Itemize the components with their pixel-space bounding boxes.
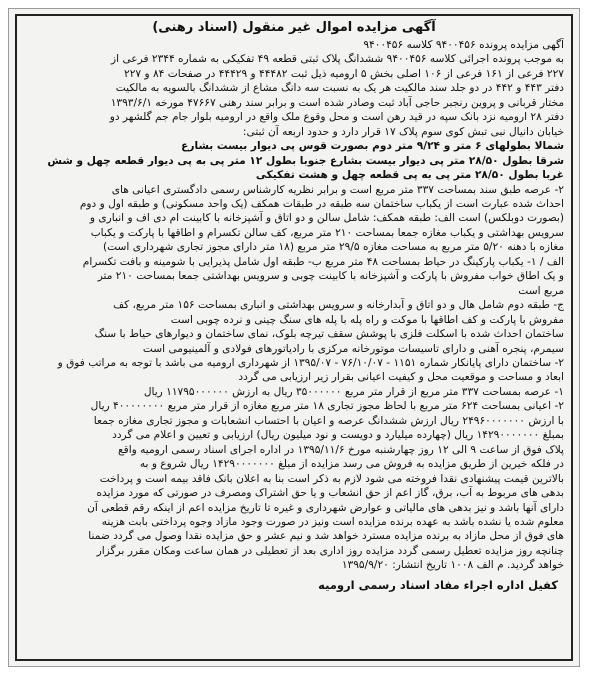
- notice-line: بمبلغ ۱۴۲۹۰۰۰۰۰۰۰ ریال (چهارده میلیارد و دویست و نود میلیون ریال) ارزیابی و تعیین و اعلام می گردد: [112, 429, 564, 442]
- notice-line: بدهی های مربوط به آب، برق، گاز اعم از حق انشعاب و یا حق اشتراک ومصرف در صورتی که مورد مزایده: [96, 487, 564, 500]
- notice-line: های فوق از محل مازاد به برنده مزایده مسترد خواهد شد و نیم عشر و حق مزایده نقدا وصول می گردد ضمنا: [88, 530, 564, 543]
- notice-line: خیابان دانیال نبی تبش کوی سوم پلاک ۱۷ قرار دارد و حدود اربعه آن ثبتی:: [242, 125, 564, 138]
- notice-line: غربا بطول ۲۸/۵۰ متر پی به پی قطعه چهل و هشت تفکیکی: [255, 169, 564, 182]
- notice-line: مختار قربانی و پروین رنجبر حاجی آباد ثبت وصادر شده است و برابر سند رهنی ۴۷۶۶۷ مورخه ۱۳۹۳/۶/۱: [110, 96, 564, 109]
- notice-line: مغازه با دهنه ۵/۲۰ متر مربع به مساحت مغازه ۲۹/۵ متر مربع (۱۸ متر دارای مجوز تجاری شهرداری است): [102, 241, 564, 254]
- notice-line: ۲- ساختمان دارای پایانکار شماره ۱۱۵۱ - ۷۶/۱۰/۰۷ - ۱۳۹۵/۰۷ از شهرداری ارومیه می باشد با توجه به مراتب فوق و: [57, 356, 564, 369]
- notice-line: دفتر ۲۸ ارومیه نزد بانک سپه در قید رهن است و محل وقوع ملک واقع در ارومیه بلوار جام جم گلشهر دو: [109, 111, 564, 124]
- notice-line: ۲۲۷ فرعی از ۱۶۱ فرعی از ۱۰۶ اصلی بخش ۵ ارومیه ذیل ثبت ۴۴۴۸۲ و ۴۴۴۲۹ در صفحات ۸۴ و ۲۲۷: [124, 67, 564, 80]
- notice-line: با ارزش ۲۴۹۶۰۰۰۰۰۰۰ ریال ارزش ششدانگ عرصه و اعیان با احتساب انشعابات و مجوز تجاری مغازه جمعا: [93, 414, 564, 427]
- notice-title: آگهی مزایده اموال غیر منقول (اسناد رهنی): [152, 20, 436, 35]
- notice-line: دارای آنها باشد و نیز بدهی های مالیاتی و عوارض شهرداری و غیره تا تاریخ مزایده اعم از اینکه رقم قطعی آن: [87, 501, 564, 514]
- notice-line: مفروش با پارکت و کف اطاقها با موکت و راه پله با پله های سنگ چینی و نرده چوبی است: [170, 313, 564, 326]
- notice-line: معلوم شده یا نشده باشد به عهده برنده مزایده است ونیز در صورت وجود مازاد وجوه پرداختی بابت هزینه: [101, 515, 564, 528]
- notice-body: [24, 38, 564, 573]
- notice-line: مربع است: [518, 284, 564, 297]
- notice-line: چنانچه روز مزایده تعطیل رسمی گردد مزایده روز اداری بعد از تعطیلی در همان ساعت ومکان مقرر برگزار: [96, 544, 564, 557]
- notice-line: در فلکه خیرین از طریق مزایده به فروش می رسد مزایده از مبلغ ۱۴۲۹۰۰۰۰۰۰۰ ریال شروع و به: [139, 458, 564, 471]
- notice-line: احداث شده عبارت است از یکباب ساختمان سه طبقه در طبقات همکف (یک واحد مسکونی) و طبقه اول و دوم: [79, 197, 564, 210]
- notice-line: پلاک فوق از ساعت ۹ الی ۱۲ روز چهارشنبه مورخ ۱۳۹۵/۱۱/۶ در اداره اجرای اسناد رسمی ارومیه واقع: [118, 443, 564, 456]
- notice-line: بالاترین قیمت پیشنهادی نقدا فروخته می شود لازم به ذکر است بنا به اعلان بانک فاقد بیمه است و پرداخت: [99, 472, 564, 485]
- notice-line: شرقا بطول ۲۸/۵۰ متر پی دیوار بیست بشارع جنوبا بطول ۱۲ متر پی به پی دیوار قطعه چهل و شش: [47, 154, 564, 167]
- notice-line: سرویس بهداشتی و یکباب مغازه جمعا بمساحت ۲۱۰ متر مربع، کف سالن تکسرام و اطاقها با پارکت و یکباب: [90, 226, 564, 239]
- notice-line: ج- طبقه دوم شامل هال و دو اتاق و آبدارخانه و سرویس بهداشتی و انباری بمساحت ۱۵۶ متر مربع، کف: [113, 299, 564, 312]
- notice-line: و یک اطاق خواب مفروش با پارکت و آشپزخانه با کابینت چوبی و سرویس بهداشتی جمعا بمساحت ۲۱۰ متر: [97, 270, 564, 283]
- notice-line: ۲- عرصه طبق سند بمساحت ۳۳۷ متر مربع است و برابر نظریه کارشناس رسمی دادگستری اعیانی های: [111, 183, 564, 196]
- notice-line: شمالا بطولهای ۶ متر و ۹/۲۴ متر دوم بصورت قوس پی دیوار بیست بشارع: [181, 140, 564, 153]
- notice-line: دفتر ۴۴۳ و ۴۴۲ در دو جلد سند مالکیت هر یک به نسبت سه دانگ مشاع از ششدانگ بالسویه به مالکیت: [115, 82, 564, 95]
- notice-line: سیمرم، پنجره آهنی و دارای تاسیسات موتورخانه مرکزی با رادیاتورهای فولادی و آلمینیومی است: [142, 342, 564, 355]
- notice-line: (بصورت دوبلکس) است الف: طبقه همکف: شامل سالن و دو اتاق و آشپزخانه با کابینت ام دی اف و انباری و: [89, 212, 564, 225]
- notice-line: ابعاد و مساحت و موقعیت محل و کیفیت اعیانی بقرار زیر ارزیابی می گردد: [238, 371, 564, 384]
- notice-line: الف / ۱- یکباب پارکینگ در حیاط بمساحت ۴۸ متر مربع ب- طبقه اول شامل پذیرایی با شومینه و بافت تکسرام: [82, 255, 564, 268]
- notice-line: ساختمان احداث شده با اسکلت فلزی با پوشش سقف تیرچه بلوک، نمای ساختمان و دیوارهای حیاط با سنگ: [94, 328, 564, 341]
- notice-line: ۲- اعیانی بمساحت ۶۲۴ متر مربع با لحاظ مجوز تجاری ۱۸ متر مربع مغازه از قرار متر مربع ۴۰۰۰۰۰۰۰۰ ریال: [90, 400, 564, 413]
- notice-signature: کفیل اداره اجراء مفاد اسناد رسمی ارومیه: [318, 577, 558, 592]
- notice-line: ۱- عرصه بمساحت ۳۳۷ متر مربع از قرار متر مربع ۳۵۰۰۰۰۰۰ ریال به ارزش ۱۱۷۹۵۰۰۰۰۰۰ ریال: [143, 385, 564, 398]
- notice-page: [8, 8, 580, 667]
- notice-frame: [15, 14, 573, 661]
- notice-line: به موجب پرونده اجرائی کلاسه ۹۴۰۰۴۵۶ ششدانگ پلاک ثبتی قطعه ۴۹ تفکیکی به شماره ۲۳۴۴ فرعی از: [111, 53, 564, 66]
- notice-line: خواهد گردید. م الف ۱۰۰۸ تاریخ انتشار: ۱۳۹۵/۹/۲۰: [341, 559, 564, 572]
- notice-line: آگهی مزایده پرونده ۹۴۰۰۴۵۶ کلاسه ۹۴۰۰۴۵۶: [363, 39, 564, 51]
